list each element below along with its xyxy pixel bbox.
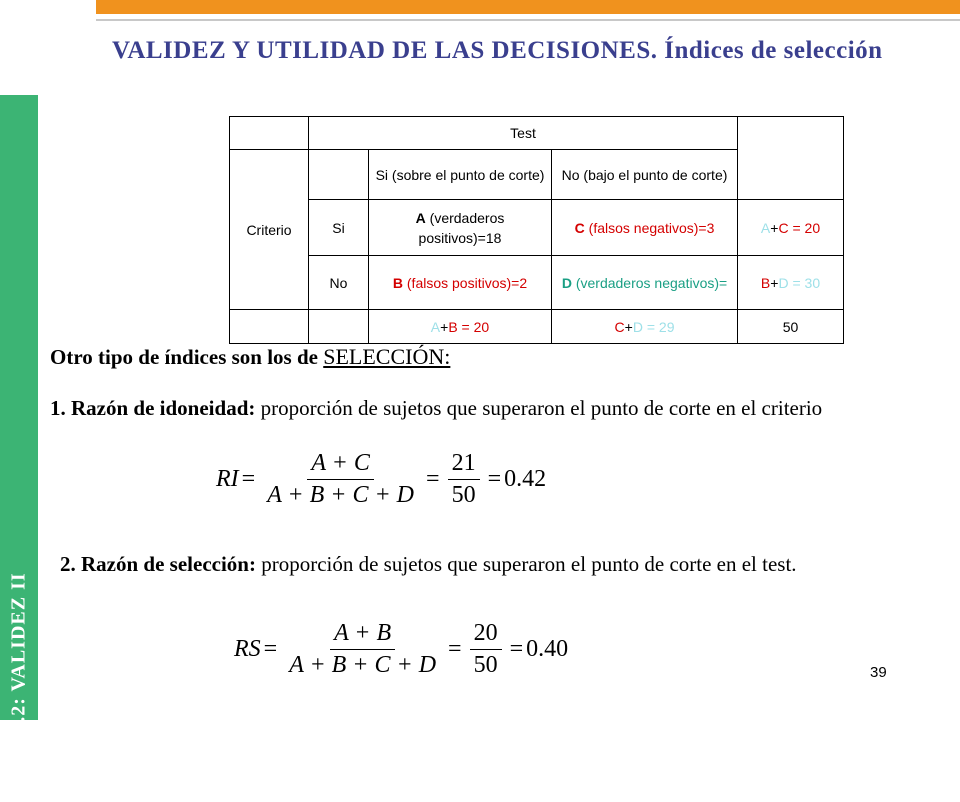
page-number: 39	[870, 664, 887, 681]
ri-numerator: A + C	[307, 450, 373, 480]
table-cell-empty	[230, 117, 309, 150]
sum-ac-plus: +	[770, 219, 779, 236]
formula-rs: RS = $\frac{A + B}{A + B + C + D}$ = $\frac{20}{50}$ = 0.40	[234, 620, 569, 678]
table-cell-empty	[309, 150, 369, 200]
cell-c-letter: C	[574, 219, 585, 236]
table-row-si	[230, 200, 844, 256]
item-2-text: proporción de sujetos que superaron el punto de corte en el test.	[255, 552, 797, 576]
cell-a-text: (verdaderos positivos)=18	[418, 209, 505, 246]
sum-cd	[552, 310, 738, 344]
cell-d	[552, 256, 738, 310]
cell-c	[552, 200, 738, 256]
contingency-table	[229, 116, 844, 344]
row-label-no: No	[309, 256, 369, 310]
ri-numerator-value: 21	[448, 450, 480, 480]
sum-ab	[369, 310, 552, 344]
cell-d-text: (verdaderos negativos)=	[571, 274, 728, 291]
grand-total: 50	[738, 310, 844, 344]
top-divider-line	[96, 19, 960, 21]
col-header-si: Si (sobre el punto de corte)	[369, 150, 552, 200]
rs-lhs: RS	[234, 636, 261, 662]
sum-bd-value: = 30	[788, 274, 821, 291]
sum-cd-c: C	[614, 318, 625, 335]
sum-cd-plus: +	[624, 318, 633, 335]
cell-b-letter: B	[392, 274, 403, 291]
sum-ab-value: = 20	[457, 318, 490, 335]
cell-b-text: (falsos positivos)=2	[403, 274, 528, 291]
item-2-label: 2. Razón de selección:	[60, 552, 256, 576]
intro-paragraph	[50, 342, 450, 372]
slide-title: VALIDEZ Y UTILIDAD DE LAS DECISIONES. Índices de selección	[112, 37, 883, 64]
sum-bd	[738, 256, 844, 310]
rs-numerator-value: 20	[470, 620, 502, 650]
item-2-paragraph	[60, 550, 920, 579]
formula-ri: RI = $\frac{A + C}{A + B + C + D}$ = $\frac{21}{50}$ = 0.42	[216, 450, 547, 508]
col-header-no: No (bajo el punto de corte)	[552, 150, 738, 200]
table-cell-empty	[230, 310, 309, 344]
ri-result: 0.42	[504, 466, 547, 492]
table-row-header	[230, 117, 844, 150]
sum-ab-b: B	[448, 318, 458, 335]
intro-text: Otro tipo de índices son los de	[50, 345, 324, 369]
table-cell-empty	[738, 117, 844, 200]
sidebar	[0, 95, 38, 802]
sidebar-label: TEMA 6.2: VALIDEZ II	[7, 572, 30, 802]
sum-ac	[738, 200, 844, 256]
criterio-label: Criterio	[230, 150, 309, 310]
rs-numerator: A + B	[330, 620, 395, 650]
cell-a	[369, 200, 552, 256]
sum-cd-value: = 29	[642, 318, 675, 335]
sum-ac-value: = 20	[788, 219, 821, 236]
item-1-label: 1. Razón de idoneidad:	[50, 396, 256, 420]
cell-a-letter: A	[415, 209, 426, 226]
sum-cd-d: D	[632, 318, 643, 335]
table-row-no	[230, 256, 844, 310]
sum-ab-plus: +	[440, 318, 449, 335]
ri-lhs: RI	[216, 466, 239, 492]
rs-denominator-value: 50	[473, 652, 498, 678]
item-1-text: proporción de sujetos que superaron el punto de corte en el criterio	[255, 396, 823, 420]
ri-denominator: A + B + C + D	[267, 482, 415, 508]
sum-ac-c: C	[778, 219, 789, 236]
item-1-paragraph	[50, 394, 920, 423]
sum-ab-a: A	[430, 318, 441, 335]
ri-denominator-value: 50	[451, 482, 476, 508]
cell-c-text: (falsos negativos)=3	[584, 219, 715, 236]
top-accent-bar	[96, 0, 960, 14]
sum-bd-b: B	[760, 274, 771, 291]
intro-seleccion: SELECCIÓN:	[323, 344, 451, 369]
rs-result: 0.40	[526, 636, 569, 662]
table-cell-empty	[309, 310, 369, 344]
row-label-si: Si	[309, 200, 369, 256]
test-header: Test	[309, 117, 738, 150]
sum-bd-d: D	[778, 274, 789, 291]
table-row-totals	[230, 310, 844, 344]
cell-d-letter: D	[561, 274, 572, 291]
sum-bd-plus: +	[770, 274, 779, 291]
cell-b	[369, 256, 552, 310]
rs-denominator: A + B + C + D	[289, 652, 437, 678]
sum-ac-a: A	[760, 219, 771, 236]
